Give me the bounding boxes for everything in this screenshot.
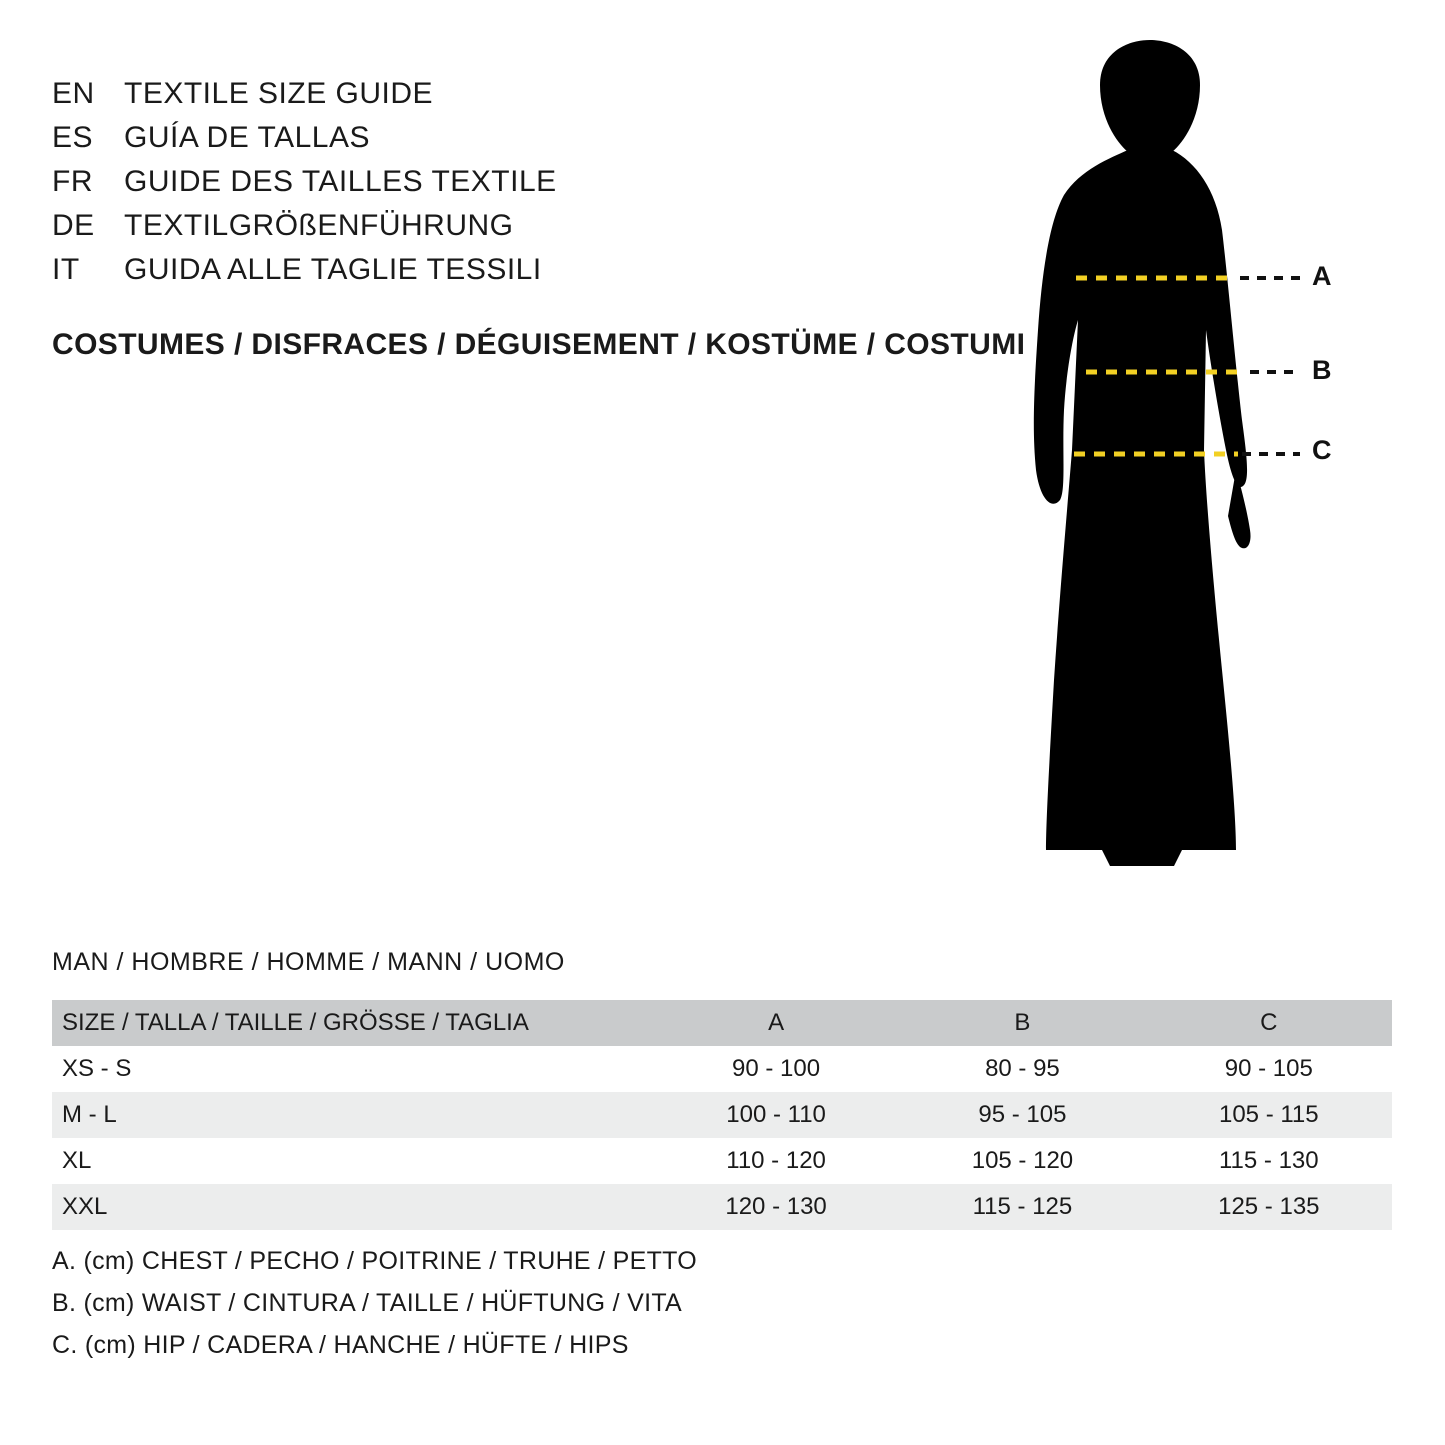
body-silhouette-figure (960, 30, 1380, 890)
cell-b: 95 - 105 (978, 1101, 1067, 1128)
language-list (52, 72, 557, 292)
legend-item-c: C. (cm) HIP / CADERA / HANCHE / HÜFTE / HIPS (52, 1331, 629, 1359)
language-text: GUIDA ALLE TAGLIE TESSILI (124, 253, 542, 286)
cell-size: XL (62, 1147, 92, 1174)
measure-label-a: A (1312, 261, 1332, 291)
language-code: EN (52, 77, 95, 110)
measure-label-b: B (1312, 355, 1332, 385)
cell-a: 120 - 130 (725, 1193, 827, 1220)
cell-b: 115 - 125 (972, 1193, 1073, 1220)
table-row (52, 1046, 1392, 1092)
cell-size: XXL (62, 1193, 108, 1220)
column-header-c: C (1260, 1009, 1278, 1036)
column-header-a: A (768, 1009, 785, 1036)
cell-a: 90 - 100 (732, 1055, 821, 1082)
cell-c: 125 - 135 (1218, 1193, 1320, 1220)
language-row (52, 204, 557, 248)
language-text: GUÍA DE TALLAS (124, 121, 370, 154)
cell-size: XS - S (62, 1055, 132, 1082)
cell-c: 105 - 115 (1218, 1101, 1319, 1128)
table-title: MAN / HOMBRE / HOMME / MANN / UOMO (52, 948, 565, 976)
language-text: TEXTILGRÖßENFÜHRUNG (124, 209, 514, 242)
legend (52, 1240, 697, 1366)
language-row (52, 160, 557, 204)
legend-item-a: A. (cm) CHEST / PECHO / POITRINE / TRUHE / PETTO (52, 1247, 698, 1275)
cell-a: 100 - 110 (726, 1101, 826, 1128)
language-code: FR (52, 165, 93, 198)
language-code: DE (52, 209, 95, 242)
language-text: TEXTILE SIZE GUIDE (124, 77, 434, 110)
cell-size: M - L (62, 1101, 117, 1128)
costumes-subtitle: COSTUMES / DISFRACES / DÉGUISEMENT / KOSTÜME / COSTUMI (52, 328, 1026, 361)
language-text: GUIDE DES TAILLES TEXTILE (124, 165, 557, 198)
size-table (52, 1000, 1392, 1230)
table-row (52, 1138, 1392, 1184)
cell-b: 80 - 95 (985, 1055, 1060, 1082)
cell-b: 105 - 120 (971, 1147, 1074, 1174)
language-row (52, 248, 557, 292)
cell-a: 110 - 120 (726, 1147, 826, 1174)
cell-c: 90 - 105 (1224, 1055, 1313, 1082)
table-header (52, 1000, 1392, 1046)
cell-c: 115 - 130 (1218, 1147, 1319, 1174)
column-header-b: B (1014, 1009, 1031, 1036)
table-header-row (52, 1000, 1392, 1046)
language-code: ES (52, 121, 94, 154)
language-code: IT (52, 253, 80, 286)
language-row (52, 116, 557, 160)
table-row (52, 1092, 1392, 1138)
table-body (52, 1046, 1392, 1230)
table-row (52, 1184, 1392, 1230)
column-header-size: SIZE / TALLA / TAILLE / GRÖSSE / TAGLIA (62, 1009, 529, 1036)
measure-label-c: C (1312, 435, 1332, 465)
language-row (52, 72, 557, 116)
legend-item-b: B. (cm) WAIST / CINTURA / TAILLE / HÜFTUNG / VITA (52, 1289, 683, 1317)
